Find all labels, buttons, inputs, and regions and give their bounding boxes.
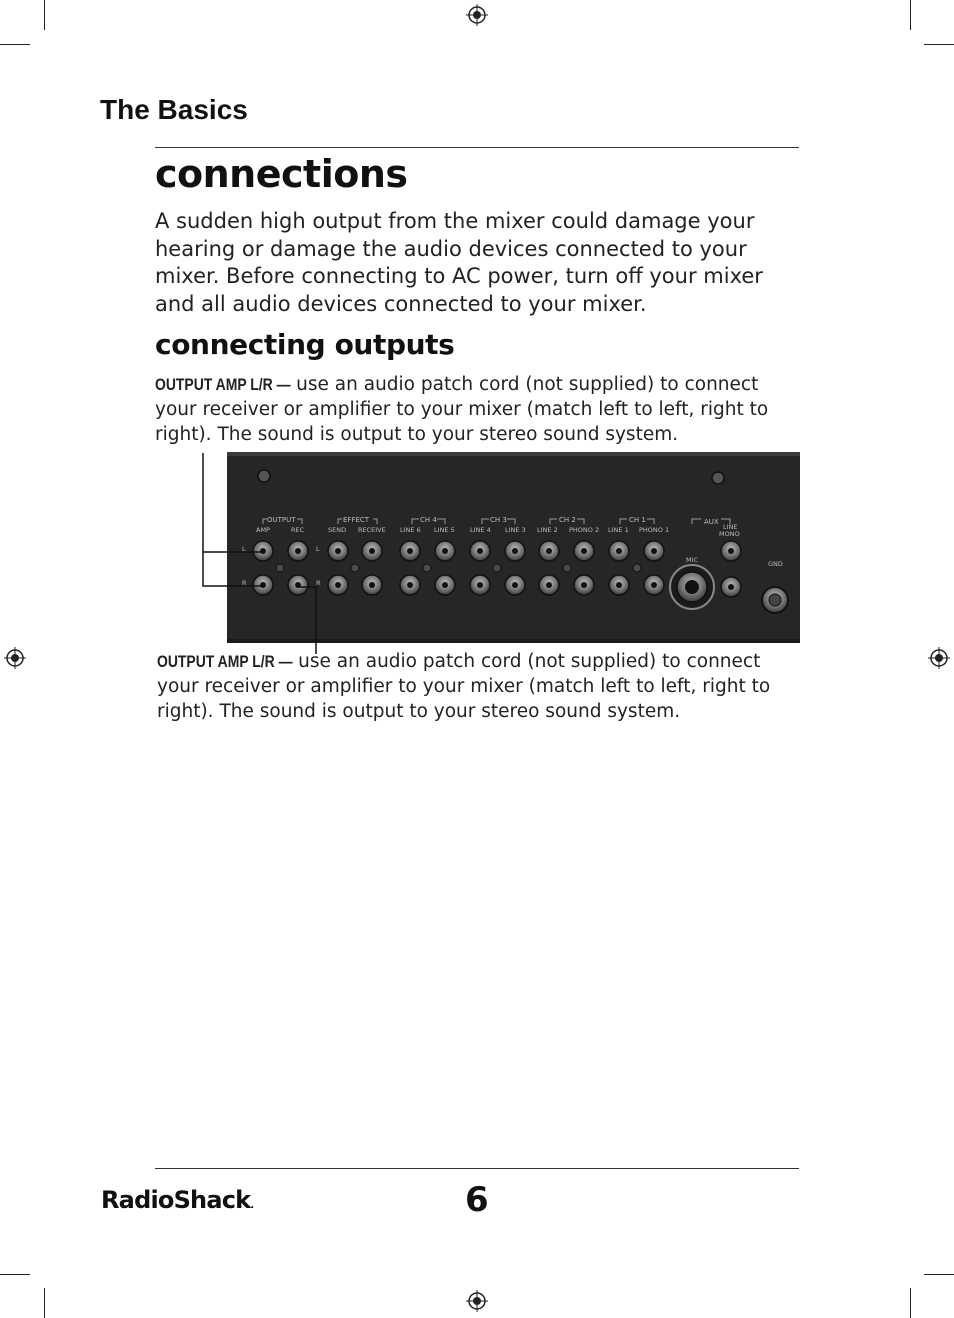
panel-jack-label: SEND — [328, 526, 347, 534]
panel-group-label: EFFECT — [343, 516, 370, 524]
crop-mark — [910, 0, 911, 30]
panel-jack-label: LINE — [723, 523, 738, 531]
panel-jack-label: LINE 3 — [505, 526, 526, 534]
crop-mark — [0, 1274, 30, 1275]
term-description: use an audio patch cord (not supplied) to connect your receiver or amplifier to your mixer (match left to left, right to right). The sound is output to your stereo sound system. — [155, 374, 769, 445]
page-title: connections — [155, 152, 408, 196]
panel-jack-label: MIC — [686, 556, 699, 564]
panel-jack-label: PHONO 2 — [569, 526, 600, 534]
panel-jack-label: LINE 5 — [434, 526, 455, 534]
subsection-title: connecting outputs — [155, 328, 455, 361]
brand-logo — [101, 1186, 253, 1214]
panel-jack-label: REC — [291, 526, 305, 534]
intro-paragraph: A sudden high output from the mixer could damage your hearing or damage the audio devices connected to your mixer. Before connecting to AC power, turn off your mixer and all audio devices connected to your mixer. — [155, 209, 763, 316]
page-number: 6 — [465, 1180, 489, 1220]
panel-jack-label: AMP — [256, 526, 270, 534]
panel-jack-label: LINE 2 — [537, 526, 558, 534]
panel-side-label: L — [316, 545, 320, 553]
panel-group-label: AUX — [704, 518, 719, 526]
section-title: The Basics — [100, 94, 248, 125]
panel-side-label: R — [242, 579, 247, 587]
panel-group-label: CH 2 — [559, 516, 576, 524]
header-divider — [155, 147, 799, 148]
ground-terminal — [762, 587, 788, 613]
panel-group-label: CH 1 — [629, 516, 646, 524]
panel-jack-label: LINE 6 — [400, 526, 421, 534]
term-label: OUTPUT AMP L/R — — [157, 652, 293, 671]
term-label: OUTPUT AMP L/R — — [155, 375, 291, 394]
registration-mark-icon — [466, 1290, 488, 1312]
mixer-rear-panel-image — [227, 452, 800, 643]
crop-mark — [44, 1288, 45, 1318]
registration-mark-icon — [466, 4, 488, 26]
panel-side-label: R — [316, 579, 321, 587]
crop-mark — [924, 1274, 954, 1275]
crop-mark — [44, 0, 45, 30]
panel-jack-label: RECEIVE — [358, 526, 386, 534]
panel-jack-label: PHONO 1 — [639, 526, 670, 534]
output-amp-description — [155, 372, 795, 447]
output-amp-description — [157, 649, 797, 724]
mic-jack — [670, 565, 714, 609]
panel-group-label: CH 4 — [420, 516, 437, 524]
panel-group-label: CH 3 — [490, 516, 507, 524]
registration-mark-icon — [928, 647, 950, 669]
brand-mark: . — [250, 1200, 254, 1211]
term-description: use an audio patch cord (not supplied) to connect your receiver or amplifier to your mixer (match left to left, right to right). The sound is output to your stereo sound system. — [157, 651, 771, 722]
crop-mark — [0, 44, 30, 45]
crop-mark — [924, 44, 954, 45]
registration-mark-icon — [4, 647, 26, 669]
panel-jack-label: LINE 1 — [608, 526, 629, 534]
panel-group-label: OUTPUT — [267, 516, 296, 524]
panel-jack-label: LINE 4 — [470, 526, 491, 534]
brand-name: RadioShack — [101, 1186, 251, 1214]
panel-side-label: L — [242, 545, 246, 553]
crop-mark — [910, 1288, 911, 1318]
panel-jack-label: GND — [768, 560, 783, 568]
panel-jack-label: MONO — [719, 530, 740, 538]
footer-divider — [155, 1168, 799, 1169]
